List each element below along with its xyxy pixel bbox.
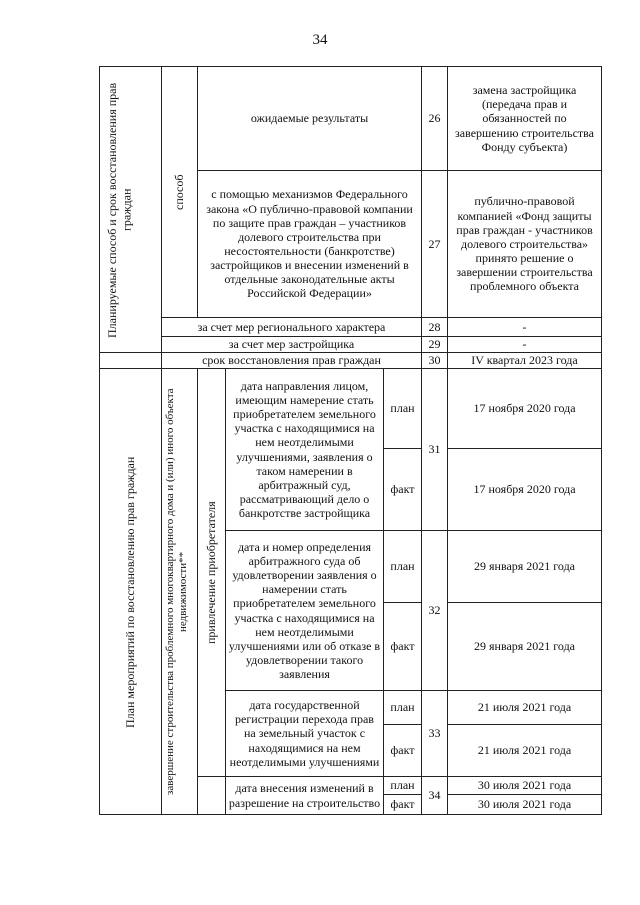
row-number: 28 — [422, 318, 448, 337]
table-row — [100, 67, 602, 171]
regional-measures-value: - — [448, 318, 602, 337]
method-label: способ — [172, 174, 187, 210]
completion-label: завершение строительства проблемного многоквартирного дома и (или) иного объекта недвижимости** — [164, 388, 190, 795]
empty-cell — [100, 353, 162, 369]
fact-label: факт — [384, 725, 422, 777]
row-31-plan: 17 ноября 2020 года — [448, 369, 602, 449]
fact-label: факт — [384, 603, 422, 691]
table-row — [100, 337, 602, 353]
restoration-term-label: срок восстановления прав граждан — [162, 353, 422, 369]
regional-measures-label: за счет мер регионального характера — [162, 318, 422, 337]
row-34-plan: 30 июля 2021 года — [448, 777, 602, 795]
expected-results-label: ожидаемые результаты — [198, 67, 422, 171]
restoration-term-value: IV квартал 2023 года — [448, 353, 602, 369]
plan-section-cell — [100, 369, 162, 815]
acquirer-label: привлечение приобретателя — [204, 501, 219, 644]
row-34-fact: 30 июля 2021 года — [448, 795, 602, 815]
plan-table — [99, 66, 602, 815]
plan-label: план — [384, 777, 422, 795]
federal-mechanisms-value: публично-правовой компанией «Фонд защиты прав граждан - участников долевого строительства» принято решение о завершении строительства проблемного объекта — [448, 171, 602, 318]
row-34-label: дата внесения изменений в разрешение на строительство — [226, 777, 384, 815]
row-number: 27 — [422, 171, 448, 318]
empty-cell — [198, 777, 226, 815]
table-row — [100, 318, 602, 337]
row-number: 33 — [422, 691, 448, 777]
planned-section-label: Планируемые способ и срок восстановления прав граждан — [104, 81, 133, 338]
row-32-plan: 29 января 2021 года — [448, 531, 602, 603]
method-cell — [162, 67, 198, 318]
row-32-fact: 29 января 2021 года — [448, 603, 602, 691]
expected-results-value: замена застройщика (передача прав и обязанностей по завершению строительства Фонду субъекта) — [448, 67, 602, 171]
row-33-plan: 21 июля 2021 года — [448, 691, 602, 725]
table-row — [100, 353, 602, 369]
developer-measures-value: - — [448, 337, 602, 353]
planned-section-cell — [100, 67, 162, 353]
plan-section-label: План мероприятий по восстановлению прав граждан — [123, 455, 138, 728]
page-number: 34 — [312, 32, 328, 48]
federal-mechanisms-label: с помощью механизмов Федерального закона «О публично-правовой компании по защите прав граждан – участников долевого строительства при несостоятельности (банкротстве) застройщиков и внесении изменений в отдельные законодательные акты Российской Федерации» — [198, 171, 422, 318]
fact-label: факт — [384, 795, 422, 815]
plan-label: план — [384, 531, 422, 603]
row-number: 32 — [422, 531, 448, 691]
row-32-label: дата и номер определения арбитражного суда об удовлетворении заявления о намерении стать приобретателем земельного участка с находящимися на нем неотделимыми улучшениями или об отказе в удовлетворении такого заявления — [226, 531, 384, 691]
plan-label: план — [384, 691, 422, 725]
developer-measures-label: за счет мер застройщика — [162, 337, 422, 353]
row-number: 31 — [422, 369, 448, 531]
row-31-label: дата направления лицом, имеющим намерение стать приобретателем земельного участка с находящимися на нем неотделимыми улучшениями, заявления о таком намерении в арбитражный суд, рассматривающий дело о банкротстве застройщика — [226, 369, 384, 531]
acquirer-cell — [198, 369, 226, 777]
table-row — [100, 369, 602, 449]
row-number: 29 — [422, 337, 448, 353]
row-33-label: дата государственной регистрации перехода прав на земельный участок с находящимися на нем неотделимыми улучшениями — [226, 691, 384, 777]
plan-label: план — [384, 369, 422, 449]
row-number: 34 — [422, 777, 448, 815]
row-number: 30 — [422, 353, 448, 369]
completion-cell — [162, 369, 198, 815]
row-number: 26 — [422, 67, 448, 171]
row-31-fact: 17 ноября 2020 года — [448, 449, 602, 531]
fact-label: факт — [384, 449, 422, 531]
row-33-fact: 21 июля 2021 года — [448, 725, 602, 777]
